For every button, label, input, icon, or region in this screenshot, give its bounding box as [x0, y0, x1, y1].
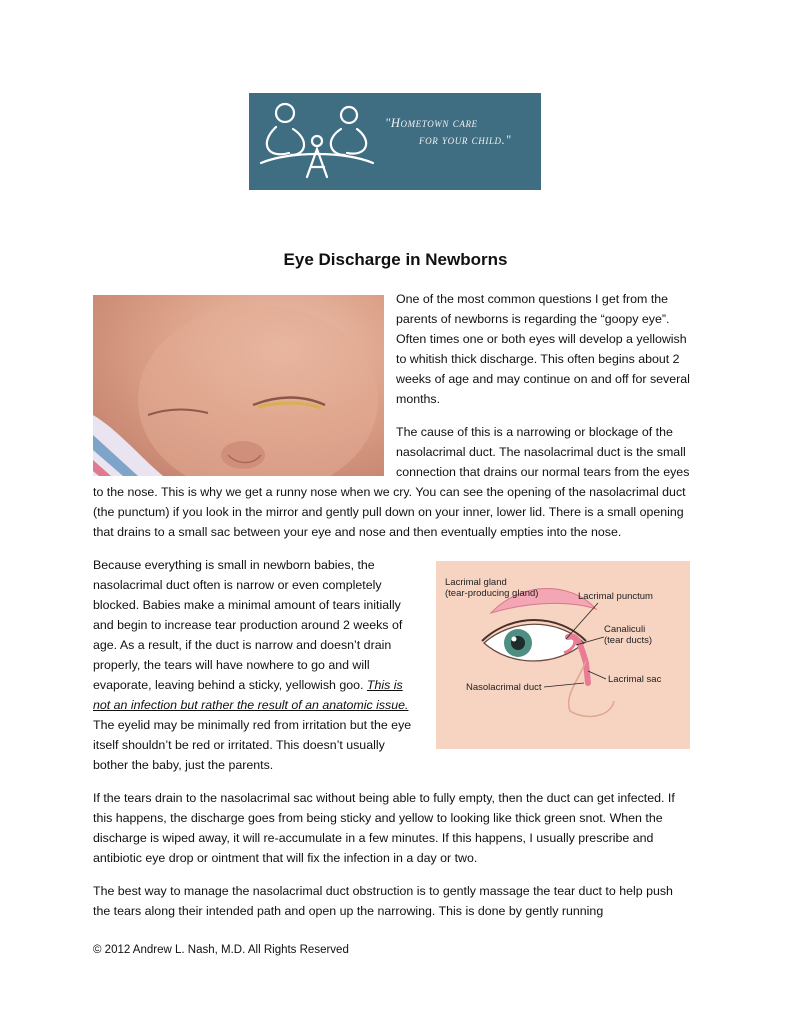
- paragraph-3-emphasis: This is not an infection but rather the result of an anatomic issue.: [93, 678, 409, 712]
- tear-duct-diagram: [436, 561, 690, 749]
- document-body: [93, 289, 690, 934]
- paragraph-3-text: Because everything is small in newborn babies, the nasolacrimal duct often is narrow or even completely blocked. Babies make a minimal amount of tears initially and begin to increase tear production around 2 weeks of age. As a result, if the duct is narrow and doesn’t drain properly, the tears will have nowhere to go and will evaporate, leaving behind a sticky, yellowish goo.: [93, 558, 403, 692]
- document-title: Eye Discharge in Newborns: [283, 250, 508, 269]
- paragraph-3-tail: The eyelid may be minimally red from irritation but the eye itself shouldn’t be red or irritated. This doesn’t usually bother the baby, just the parents.: [93, 718, 412, 772]
- paragraph-1: One of the most common questions I get from the parents of newborns is regarding the “goopy eye”. Often times one or both eyes will develop a yellowish to whitish thick discharge. This often begins about 2 weeks of age and may continue on and off for several months.: [396, 292, 690, 406]
- label-nasolacrimal-duct: Nasolacrimal duct: [466, 682, 542, 693]
- label-lacrimal-sac: Lacrimal sac: [608, 674, 662, 685]
- newborn-photo: [93, 295, 384, 476]
- label-lacrimal-gland: Lacrimal gland (tear-producing gland): [445, 577, 539, 599]
- label-canaliculi: Canaliculi (tear ducts): [604, 624, 653, 646]
- label-lacrimal-punctum: Lacrimal punctum: [578, 591, 653, 602]
- copyright-footer: © 2012 Andrew L. Nash, M.D. All Rights Reserved: [93, 944, 349, 956]
- paragraph-4: If the tears drain to the nasolacrimal sac without being able to fully empty, then the duct can get infected. If this happens, the discharge goes from being sticky and yellow to looking like thick green snot. When the discharge is wiped away, it will re-accumulate in a few minutes. If this happens, I usually prescribe and antibiotic eye drop or ointment that will fix the infection in a day or two.: [93, 791, 675, 865]
- tagline-line-1: "Hometown care: [385, 116, 478, 130]
- family-logo-icon: [249, 93, 389, 190]
- logo-banner: [249, 93, 541, 190]
- tagline-line-2: for your child.": [419, 133, 512, 147]
- paragraph-5: The best way to manage the nasolacrimal duct obstruction is to gently massage the tear duct to help push the tears along their intended path and open up the narrowing. This is done by gently running: [93, 884, 673, 918]
- paragraph-2: The cause of this is a narrowing or blockage of the nasolacrimal duct. The nasolacrimal duct is the small connection that drains our normal tears from the eyes to the nose. This is why we get a runny nose when we cry. You can see the opening of the nasolacrimal duct (the punctum) if you look in the mirror and gently pull down on your inner, lower lid. There is a small opening that drains to a small sac between your eye and nose and then eventually empties into the nose.: [93, 425, 690, 539]
- tagline: [385, 115, 511, 149]
